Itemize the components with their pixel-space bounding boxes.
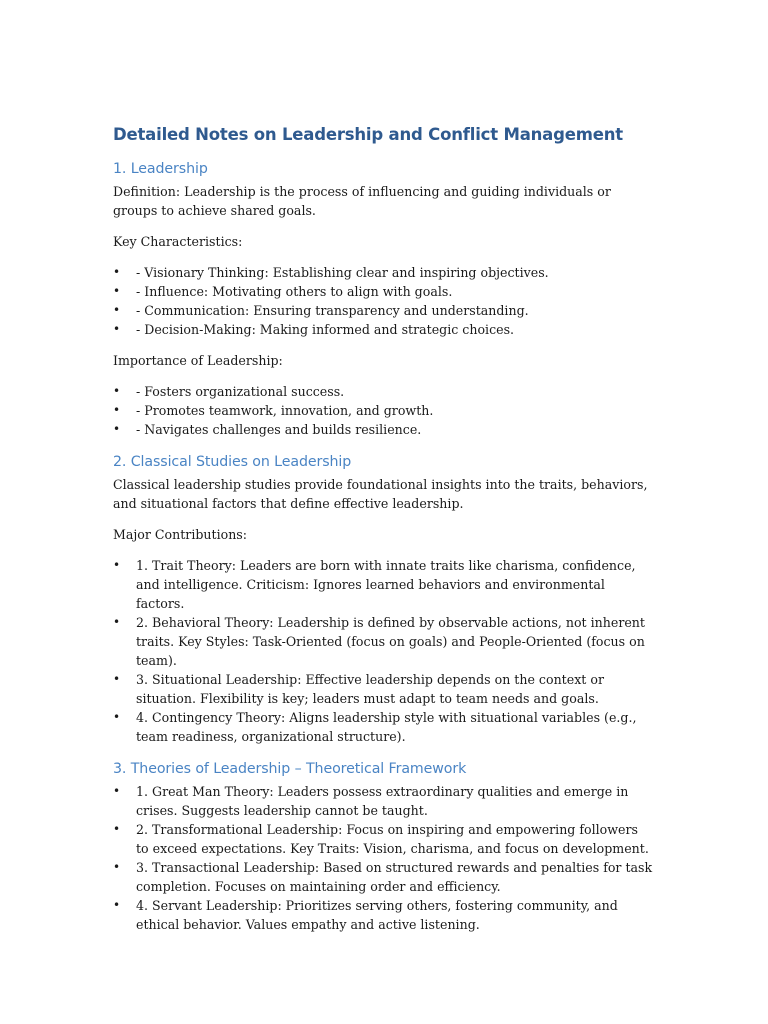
bullet-icon: • bbox=[113, 403, 121, 417]
section-leadership bbox=[113, 159, 653, 439]
definition-paragraph: Definition: Leadership is the process of influencing and guiding individuals or groups to achieve shared goals. bbox=[113, 184, 611, 218]
theories-list bbox=[113, 782, 653, 934]
bullet-icon: • bbox=[113, 898, 121, 912]
document-title: Detailed Notes on Leadership and Conflict Management bbox=[113, 125, 623, 144]
key-characteristics-list bbox=[113, 263, 653, 339]
list-item: • 3. Situational Leadership: Effective leadership depends on the context or situation. Flexibility is key; leaders must adapt to team needs and goals. bbox=[113, 672, 604, 706]
list-item: • 4. Contingency Theory: Aligns leadership style with situational variables (e.g., team readiness, organizational structure). bbox=[113, 710, 637, 744]
contributions-list bbox=[113, 556, 653, 746]
bullet-icon: • bbox=[113, 384, 121, 398]
list-item: • - Decision-Making: Making informed and strategic choices. bbox=[113, 322, 515, 337]
list-item: • 2. Behavioral Theory: Leadership is defined by observable actions, not inherent traits. Key Styles: Task-Oriented (focus on goals) and People-Oriented (focus on team). bbox=[113, 615, 645, 668]
list-item: • 3. Transactional Leadership: Based on structured rewards and penalties for task completion. Focuses on maintaining order and efficiency. bbox=[113, 860, 653, 894]
list-item: • - Visionary Thinking: Establishing clear and inspiring objectives. bbox=[113, 265, 549, 280]
section-heading: 3. Theories of Leadership – Theoretical Framework bbox=[113, 761, 467, 777]
section-heading: 1. Leadership bbox=[113, 161, 208, 177]
bullet-icon: • bbox=[113, 265, 121, 279]
bullet-icon: • bbox=[113, 303, 121, 317]
bullet-icon: • bbox=[113, 784, 121, 798]
section-theories bbox=[113, 759, 653, 934]
list-item: • - Influence: Motivating others to align with goals. bbox=[113, 284, 453, 299]
bullet-icon: • bbox=[113, 322, 121, 336]
section-heading: 2. Classical Studies on Leadership bbox=[113, 454, 352, 470]
section-classical-studies bbox=[113, 452, 653, 746]
list-item: • - Navigates challenges and builds resilience. bbox=[113, 422, 422, 437]
importance-label: Importance of Leadership: bbox=[113, 353, 283, 368]
bullet-icon: • bbox=[113, 558, 121, 572]
list-item: • 2. Transformational Leadership: Focus on inspiring and empowering followers to exceed expectations. Key Traits: Vision, charisma, and focus on development. bbox=[113, 822, 649, 856]
list-item: • - Fosters organizational success. bbox=[113, 384, 345, 399]
bullet-icon: • bbox=[113, 615, 121, 629]
importance-list bbox=[113, 382, 653, 439]
bullet-icon: • bbox=[113, 822, 121, 836]
bullet-icon: • bbox=[113, 422, 121, 436]
list-item: • - Promotes teamwork, innovation, and growth. bbox=[113, 403, 434, 418]
list-item: • 1. Trait Theory: Leaders are born with innate traits like charisma, confidence, and intelligence. Criticism: Ignores learned behaviors and environmental factors. bbox=[113, 558, 636, 611]
major-contributions-label: Major Contributions: bbox=[113, 527, 248, 542]
intro-paragraph: Classical leadership studies provide foundational insights into the traits, behaviors, and situational factors that define effective leadership. bbox=[113, 477, 648, 511]
list-item: • 4. Servant Leadership: Prioritizes serving others, fostering community, and ethical behavior. Values empathy and active listening. bbox=[113, 898, 618, 932]
bullet-icon: • bbox=[113, 672, 121, 686]
list-item: • - Communication: Ensuring transparency and understanding. bbox=[113, 303, 529, 318]
list-item: • 1. Great Man Theory: Leaders possess extraordinary qualities and emerge in crises. Suggests leadership cannot be taught. bbox=[113, 784, 629, 818]
document-page bbox=[113, 124, 653, 934]
bullet-icon: • bbox=[113, 710, 121, 724]
key-characteristics-label: Key Characteristics: bbox=[113, 234, 243, 249]
bullet-icon: • bbox=[113, 284, 121, 298]
bullet-icon: • bbox=[113, 860, 121, 874]
